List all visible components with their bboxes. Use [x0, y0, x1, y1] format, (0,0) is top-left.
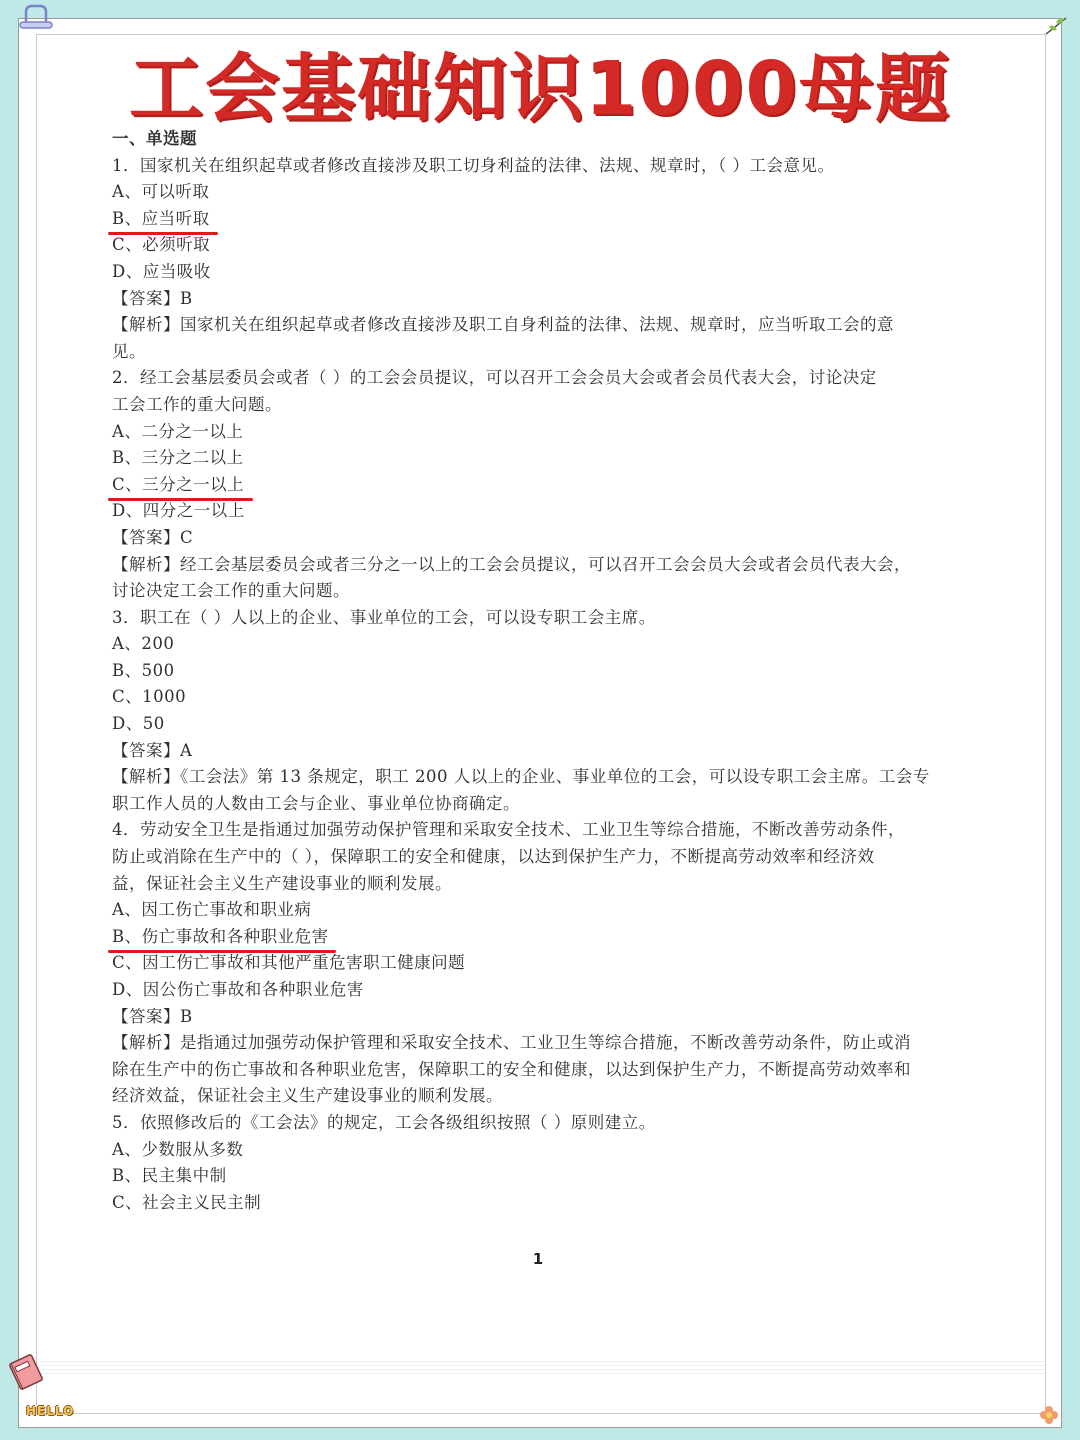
book-icon	[4, 1352, 48, 1392]
content-line: 4．劳动安全卫生是指通过加强劳动保护管理和采取安全技术、工业卫生等综合措施，不断改善劳动条件，	[112, 820, 905, 840]
content-line: 【解析】《工会法》第 13 条规定，职工 200 人以上的企业、事业单位的工会，可以设专职工会主席。工会专	[112, 767, 930, 787]
content-line: B、民主集中制	[112, 1166, 227, 1186]
content-line: B、三分之二以上	[112, 448, 244, 468]
content-line: 【解析】经工会基层委员会或者三分之一以上的工会会员提议，可以召开工会会员大会或者会员代表大会，	[112, 554, 911, 574]
content-line: 2．经工会基层委员会或者（ ）的工会会员提议，可以召开工会会员大会或者会员代表大会，讨论决定	[112, 368, 877, 388]
content-line: 讨论决定工会工作的重大问题。	[112, 581, 350, 601]
content-line: A、少数服从多数	[112, 1139, 244, 1159]
content-line: 【答案】A	[112, 740, 193, 760]
flower-icon	[1038, 1404, 1060, 1426]
answer-option-highlighted: B、应当听取	[112, 206, 972, 233]
content-line: D、四分之一以上	[112, 501, 245, 521]
page-number: 1	[532, 1250, 544, 1268]
content-line: 【解析】国家机关在组织起草或者修改直接涉及职工自身利益的法律、法规、规章时，应当听取工会的意	[112, 315, 894, 335]
content-line: B、500	[112, 660, 175, 680]
content-line: 【解析】是指通过加强劳动保护管理和采取安全技术、工业卫生等综合措施，不断改善劳动条件，防止或消	[112, 1033, 911, 1053]
content-line: 1．国家机关在组织起草或者修改直接涉及职工切身利益的法律、法规、规章时，（ ）工会意见。	[112, 155, 835, 175]
content-line: 【答案】C	[112, 527, 194, 547]
content-line: 见。	[112, 341, 146, 361]
content-line: 除在生产中的伤亡事故和各种职业危害，保障职工的安全和健康，以达到保护生产力，不断提高劳动效率和	[112, 1059, 911, 1079]
content-line: A、二分之一以上	[112, 421, 244, 441]
section-heading: 一、单选题	[112, 129, 197, 148]
content-line: 【答案】B	[112, 288, 193, 308]
content-line: A、因工伤亡事故和职业病	[112, 900, 312, 920]
content-line: 5．依照修改后的《工会法》的规定，工会各级组织按照（ ）原则建立。	[112, 1112, 656, 1132]
content-line: C、必须听取	[112, 235, 211, 255]
content-line: 【答案】B	[112, 1006, 193, 1026]
hello-sticker: HELLO	[26, 1404, 75, 1418]
content-line: C、社会主义民主制	[112, 1192, 262, 1212]
content-line: A、200	[112, 634, 175, 654]
content-line: 职工作人员的人数由工会与企业、事业单位协商确定。	[112, 793, 520, 813]
content-line: 工会工作的重大问题。	[112, 394, 282, 414]
content-line: A、可以听取	[112, 182, 210, 202]
content-line: C、1000	[112, 687, 187, 707]
question-content	[112, 126, 972, 1216]
content-line: D、因公伤亡事故和各种职业危害	[112, 980, 364, 999]
content-line: 防止或消除在生产中的（ ），保障职工的安全和健康，以达到保护生产力，不断提高劳动效率和经济效	[112, 847, 875, 867]
content-line: D、50	[112, 714, 165, 734]
paper-clip-icon	[16, 2, 56, 32]
content-line: 经济效益，保证社会主义生产建设事业的顺利发展。	[112, 1086, 503, 1106]
page-title: 工会基础知识1000母题	[129, 46, 951, 132]
bottom-stripe	[40, 1358, 1044, 1374]
answer-option-highlighted: B、伤亡事故和各种职业危害	[112, 924, 972, 951]
content-line: D、应当吸收	[112, 261, 211, 281]
answer-option-highlighted: C、三分之一以上	[112, 472, 972, 499]
content-line: 3．职工在（ ）人以上的企业、事业单位的工会，可以设专职工会主席。	[112, 607, 656, 627]
content-line: C、因工伤亡事故和其他严重危害职工健康问题	[112, 953, 466, 973]
content-line: 益，保证社会主义生产建设事业的顺利发展。	[112, 873, 452, 893]
